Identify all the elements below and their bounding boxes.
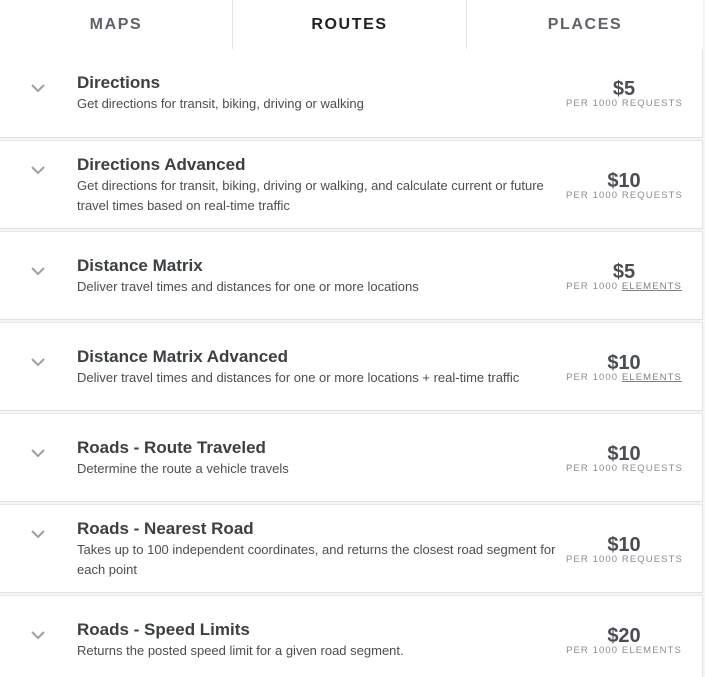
chevron-down-icon[interactable]: [30, 448, 46, 458]
sku-price: $5: [612, 78, 636, 100]
chevron-down-icon[interactable]: [30, 357, 46, 367]
sku-price-unit: [566, 372, 682, 383]
sku-title: Distance Matrix Advanced: [77, 347, 288, 366]
sku-row-roads-route-traveled[interactable]: [0, 413, 703, 502]
sku-price-unit: [566, 281, 682, 292]
sku-title: Roads - Nearest Road: [77, 519, 254, 538]
unit-prefix: PER 1000: [566, 463, 619, 474]
chevron-down-icon[interactable]: [30, 266, 46, 276]
product-tabs: [0, 0, 703, 49]
sku-row-directions[interactable]: [0, 49, 703, 138]
sku-row-directions-advanced[interactable]: [0, 140, 703, 229]
sku-price-unit: [566, 463, 682, 474]
unit-prefix: PER 1000: [566, 645, 619, 656]
sku-price-unit: [566, 98, 682, 109]
tab-maps[interactable]: MAPS: [0, 0, 233, 49]
unit-label: REQUESTS: [621, 463, 683, 474]
chevron-down-icon[interactable]: [30, 83, 46, 93]
sku-title: Directions: [77, 73, 161, 92]
sku-price: $10: [607, 170, 641, 192]
unit-prefix: PER 1000: [566, 554, 619, 565]
unit-label: ELEMENTS: [621, 645, 682, 656]
chevron-down-icon[interactable]: [30, 630, 46, 640]
sku-price-unit: [566, 554, 682, 565]
unit-label: REQUESTS: [621, 190, 683, 201]
sku-row-distance-matrix[interactable]: [0, 231, 703, 320]
unit-prefix: PER 1000: [566, 372, 619, 383]
sku-row-distance-matrix-advanced[interactable]: [0, 322, 703, 411]
unit-label: REQUESTS: [621, 554, 683, 565]
sku-row-roads-nearest-road[interactable]: [0, 504, 703, 593]
sku-title: Roads - Speed Limits: [77, 620, 250, 639]
sku-title: Roads - Route Traveled: [77, 438, 266, 457]
sku-description: Get directions for transit, biking, driving or walking: [77, 96, 364, 111]
sku-title: Distance Matrix: [77, 256, 203, 275]
sku-description: Deliver travel times and distances for one or more locations + real-time traffic: [77, 370, 520, 385]
sku-title: Directions Advanced: [77, 155, 246, 174]
tab-places[interactable]: PLACES: [467, 0, 703, 49]
sku-description: Deliver travel times and distances for one or more locations: [77, 279, 419, 294]
unit-prefix: PER 1000: [566, 190, 619, 201]
sku-description: Get directions for transit, biking, driving or walking, and calculate current or future travel times based on real-time traffic: [77, 178, 544, 213]
sku-description: Takes up to 100 independent coordinates, and returns the closest road segment for each point: [77, 542, 556, 577]
tab-routes[interactable]: ROUTES: [233, 0, 467, 49]
sku-description: Determine the route a vehicle travels: [77, 461, 289, 476]
sku-price-unit: [566, 190, 682, 201]
sku-price-unit: [566, 645, 682, 656]
sku-price: $10: [607, 534, 641, 556]
sku-price: $10: [607, 352, 641, 374]
sku-list: [0, 49, 703, 677]
sku-description: Returns the posted speed limit for a given road segment.: [77, 643, 404, 658]
unit-prefix: PER 1000: [566, 281, 619, 292]
sku-price: $20: [607, 625, 641, 647]
elements-link[interactable]: ELEMENTS: [621, 281, 682, 292]
sku-price: $5: [612, 261, 636, 283]
unit-prefix: PER 1000: [566, 98, 619, 109]
unit-label: REQUESTS: [621, 98, 683, 109]
elements-link[interactable]: ELEMENTS: [621, 372, 682, 383]
sku-price: $10: [607, 443, 641, 465]
chevron-down-icon[interactable]: [30, 165, 46, 175]
chevron-down-icon[interactable]: [30, 529, 46, 539]
sku-row-roads-speed-limits[interactable]: [0, 595, 703, 677]
